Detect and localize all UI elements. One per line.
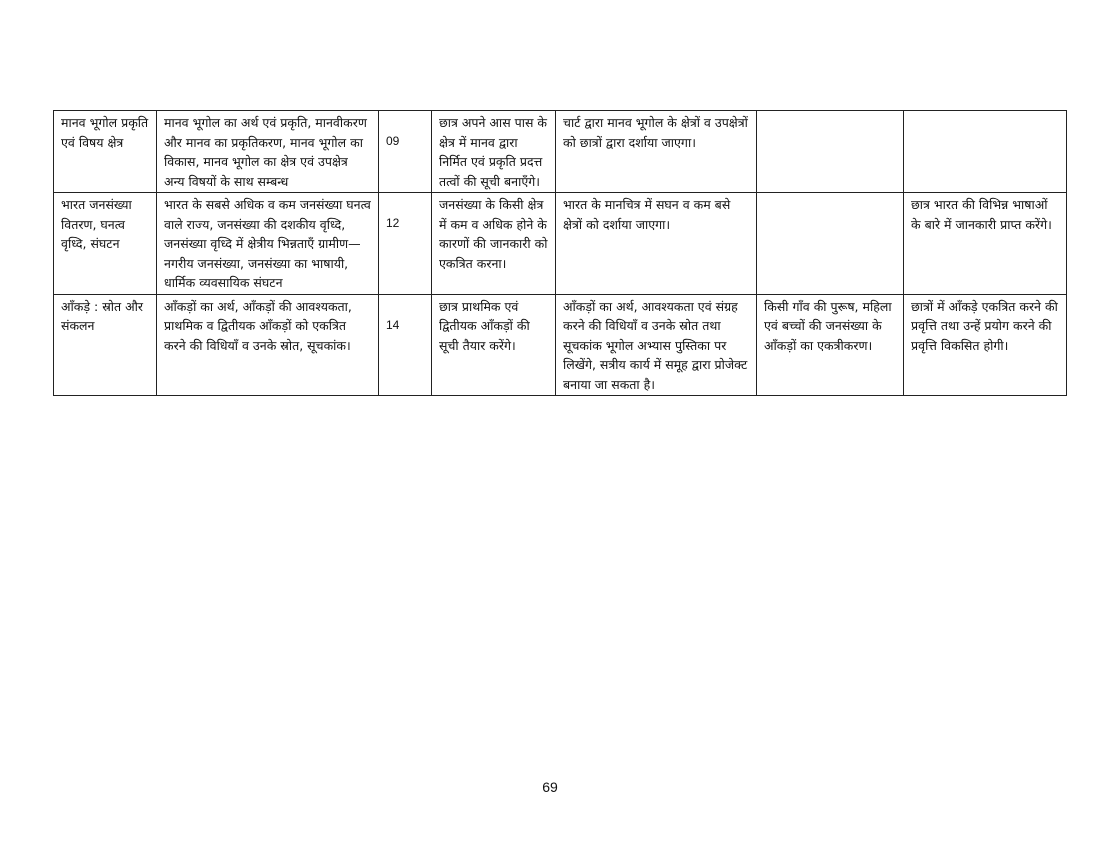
student-activity-cell: छात्र प्राथमिक एवं द्वितीयक आँकड़ों की सूची तैयार करेंगे। <box>432 294 556 396</box>
student-activity-cell: छात्र अपने आस पास के क्षेत्र में मानव द्वारा निर्मित एवं प्रकृति प्रदत्त तत्वों की सूची बनाएँगे। <box>432 111 556 193</box>
project-cell <box>757 193 904 295</box>
method-cell: चार्ट द्वारा मानव भूगोल के क्षेत्रों व उपक्षेत्रों को छात्रों द्वारा दर्शाया जाएगा। <box>556 111 757 193</box>
content-cell: मानव भूगोल का अर्थ एवं प्रकृति, मानवीकरण और मानव का प्रकृतिकरण, मानव भूगोल का विकास, मानव भूगोल का क्षेत्र एवं उपक्षेत्र अन्य विषयों के साथ सम्बन्ध <box>157 111 379 193</box>
periods-cell: 09 <box>379 111 432 193</box>
method-cell: आँकड़ों का अर्थ, आवश्यकता एवं संग्रह करने की विधियाँ व उनके स्रोत तथा सूचकांक भूगोल अभ्यास पुस्तिका पर लिखेंगे, सत्रीय कार्य में समूह द्वारा प्रोजेक्ट बनाया जा सकता है। <box>556 294 757 396</box>
outcome-cell: छात्रों में आँकड़े एकत्रित करने की प्रवृत्ति तथा उन्हें प्रयोग करने की प्रवृत्ति विकसित होगी। <box>904 294 1067 396</box>
project-cell <box>757 111 904 193</box>
table-row <box>54 111 1067 193</box>
outcome-cell <box>904 111 1067 193</box>
table-row <box>54 294 1067 396</box>
content-cell: आँकड़ों का अर्थ, आँकड़ों की आवश्यकता, प्राथमिक व द्वितीयक आँकड़ों को एकत्रित करने की विधियाँ व उनके स्रोत, सूचकांक। <box>157 294 379 396</box>
method-cell: भारत के मानचित्र में सघन व कम बसे क्षेत्रों को दर्शाया जाएगा। <box>556 193 757 295</box>
project-cell: किसी गाँव की पुरूष, महिला एवं बच्चों की जनसंख्या के आँकड़ों का एकत्रीकरण। <box>757 294 904 396</box>
outcome-cell: छात्र भारत की विभिन्न भाषाओं के बारे में जानकारी प्राप्त करेंगे। <box>904 193 1067 295</box>
content-cell: भारत के सबसे अधिक व कम जनसंख्या घनत्व वाले राज्य, जनसंख्या की दशकीय वृध्दि, जनसंख्या वृध्दि में क्षेत्रीय भिन्नताएँ ग्रामीण—नगरीय जनसंख्या, जनसंख्या का भाषायी, धार्मिक व्यवसायिक संघटन <box>157 193 379 295</box>
topic-cell: मानव भूगोल प्रकृति एवं विषय क्षेत्र <box>54 111 157 193</box>
table-row <box>54 193 1067 295</box>
topic-cell: भारत जनसंख्या वितरण, घनत्व वृध्दि, संघटन <box>54 193 157 295</box>
topic-cell: आँकड़े : स्रोत और संकलन <box>54 294 157 396</box>
periods-cell: 14 <box>379 294 432 396</box>
periods-cell: 12 <box>379 193 432 295</box>
curriculum-table <box>53 110 1067 396</box>
student-activity-cell: जनसंख्या के किसी क्षेत्र में कम व अधिक होने के कारणों की जानकारी को एकत्रित करना। <box>432 193 556 295</box>
page-number: 69 <box>542 779 558 795</box>
